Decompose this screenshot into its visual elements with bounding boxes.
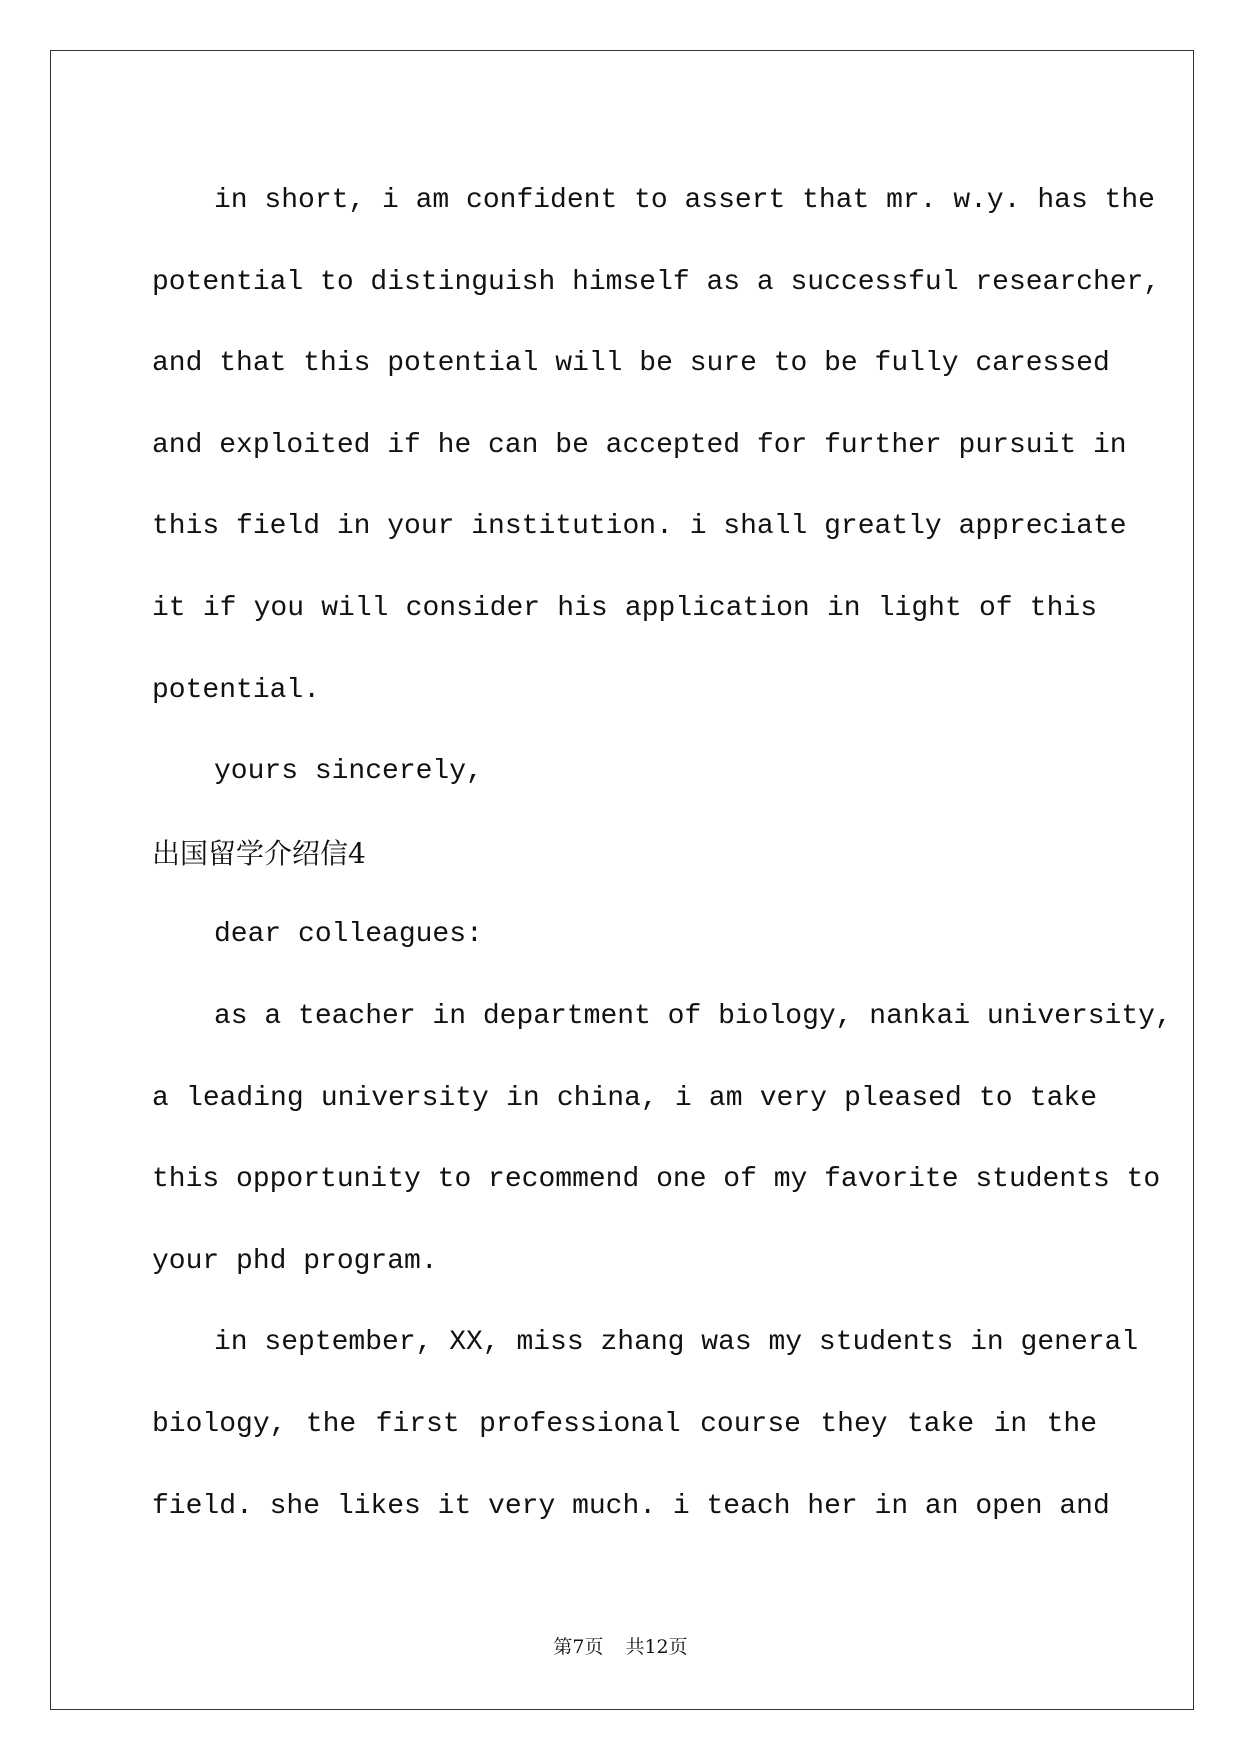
text-line: and that this potential will be sure to be fully caressed bbox=[152, 348, 1110, 380]
closing-line: yours sincerely, bbox=[214, 756, 483, 788]
text-line: as a teacher in department of biology, nankai university, bbox=[214, 1000, 1172, 1032]
text-line: in september, XX, miss zhang was my students in general bbox=[214, 1327, 1139, 1359]
text-line: in short, i am confident to assert that mr. w.y. has the bbox=[214, 185, 1155, 216]
page-number-current: 第7页 bbox=[553, 1636, 604, 1658]
section-heading: 出国留学介绍信4 bbox=[152, 836, 366, 870]
page-number-total: 共12页 bbox=[625, 1636, 688, 1658]
text-line: your phd program. bbox=[152, 1245, 438, 1277]
salutation-line: dear colleagues: bbox=[214, 919, 483, 951]
text-line: a leading university in china, i am very pleased to take bbox=[152, 1082, 1097, 1114]
text-line: potential. bbox=[152, 674, 321, 706]
text-line: and exploited if he can be accepted for further pursuit in bbox=[152, 429, 1127, 461]
text-line: this opportunity to recommend one of my favorite students to bbox=[152, 1164, 1161, 1196]
text-line: this field in your institution. i shall greatly appreciate bbox=[152, 511, 1127, 543]
document-body bbox=[152, 160, 1172, 1547]
text-line: it if you will consider his application in light of this bbox=[152, 592, 1097, 624]
text-line: biology, the first professional course they take in the bbox=[152, 1408, 1097, 1440]
text-line: potential to distinguish himself as a successful researcher, bbox=[152, 266, 1161, 298]
text-line: field. she likes it very much. i teach her in an open and bbox=[152, 1490, 1110, 1522]
page-footer bbox=[0, 1632, 1241, 1659]
